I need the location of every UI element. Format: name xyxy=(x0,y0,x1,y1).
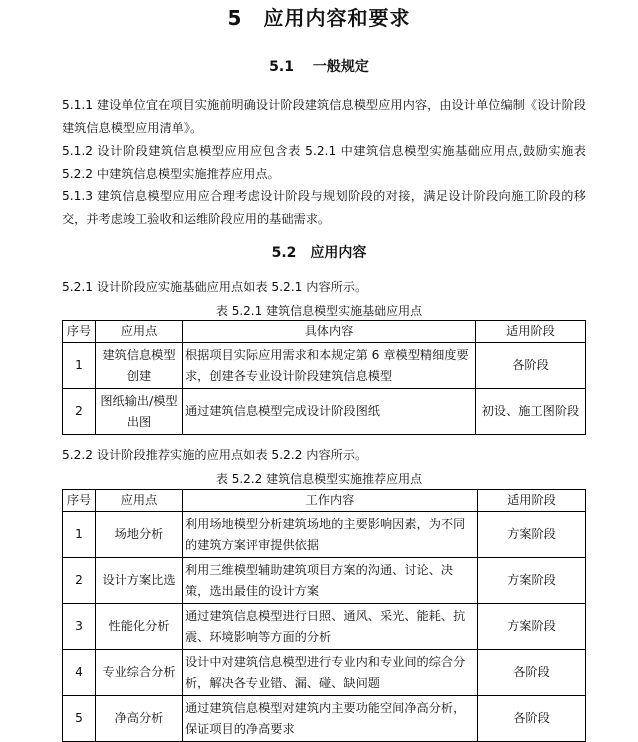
cell-content: 通过建筑信息模型进行日照、通风、采光、能耗、抗震、环境影响等方面的分析 xyxy=(183,604,478,650)
cell-stage: 初设、施工图阶段 xyxy=(476,389,586,435)
column-header: 工作内容 xyxy=(183,490,478,512)
cell-content: 通过建筑信息模型对建筑内主要功能空间净高分析，保证项目的净高要求 xyxy=(183,696,478,742)
table-row xyxy=(63,343,586,389)
table-row xyxy=(63,389,586,435)
cell-application: 图纸输出/模型出图 xyxy=(96,389,183,435)
cell-stage: 各阶段 xyxy=(478,650,586,696)
chapter-title: 5 应用内容和要求 xyxy=(227,6,411,30)
section-title-5-1: 5.1 一般规定 xyxy=(269,59,369,75)
cell-index: 4 xyxy=(63,650,96,696)
paragraph-5-1-1: 5.1.1 建设单位宜在项目实施前明确设计阶段建筑信息模型应用内容，由设计单位编制《设计阶段建筑信息模型应用清单》。 xyxy=(62,98,586,135)
table-row xyxy=(63,558,586,604)
paragraph-5-1-3: 5.1.3 建筑信息模型应用应合理考虑设计阶段与规划阶段的对接，满足设计阶段向施工阶段的移交，并考虑竣工验收和运维阶段应用的基础需求。 xyxy=(62,189,586,226)
column-header: 应用点 xyxy=(96,321,183,343)
paragraph-5-1-2: 5.1.2 设计阶段建筑信息模型应用应包含表 5.2.1 中建筑信息模型实施基础应用点,鼓励实施表 5.2.2 中建筑信息模型实施推荐应用点。 xyxy=(62,144,586,181)
table-5-2-2 xyxy=(62,489,586,742)
column-header: 适用阶段 xyxy=(476,321,586,343)
cell-stage: 方案阶段 xyxy=(478,604,586,650)
column-header: 适用阶段 xyxy=(478,490,586,512)
paragraph-5-2-1: 5.2.1 设计阶段应实施基础应用点如表 5.2.1 内容所示。 xyxy=(62,280,368,294)
section-title-5-2: 5.2 应用内容 xyxy=(271,245,367,261)
table-caption-5-2-1: 表 5.2.1 建筑信息模型实施基础应用点 xyxy=(215,304,423,318)
cell-content: 设计中对建筑信息模型进行专业内和专业间的综合分析，解决各专业错、漏、碰、缺问题 xyxy=(183,650,478,696)
cell-index: 1 xyxy=(63,512,96,558)
column-header: 序号 xyxy=(63,321,96,343)
cell-application: 场地分析 xyxy=(96,512,183,558)
cell-stage: 方案阶段 xyxy=(478,558,586,604)
cell-index: 3 xyxy=(63,604,96,650)
table-row xyxy=(63,650,586,696)
table-caption-5-2-2: 表 5.2.2 建筑信息模型实施推荐应用点 xyxy=(215,472,423,486)
cell-application: 建筑信息模型创建 xyxy=(96,343,183,389)
cell-content: 利用场地模型分析建筑场地的主要影响因素，为不同的建筑方案评审提供依据 xyxy=(183,512,478,558)
cell-stage: 各阶段 xyxy=(478,696,586,742)
column-header: 应用点 xyxy=(96,490,183,512)
cell-application: 净高分析 xyxy=(96,696,183,742)
paragraph-5-2-2: 5.2.2 设计阶段推荐实施的应用点如表 5.2.2 内容所示。 xyxy=(62,448,368,462)
table-row xyxy=(63,512,586,558)
table-row xyxy=(63,604,586,650)
cell-index: 2 xyxy=(63,389,96,435)
cell-content: 利用三维模型辅助建筑项目方案的沟通、讨论、决策，选出最佳的设计方案 xyxy=(183,558,478,604)
column-header: 序号 xyxy=(63,490,96,512)
cell-stage: 各阶段 xyxy=(476,343,586,389)
cell-index: 5 xyxy=(63,696,96,742)
cell-application: 设计方案比选 xyxy=(96,558,183,604)
cell-stage: 方案阶段 xyxy=(478,512,586,558)
table-header-row xyxy=(63,490,586,512)
column-header: 具体内容 xyxy=(183,321,476,343)
cell-content: 通过建筑信息模型完成设计阶段图纸 xyxy=(183,389,476,435)
table-header-row xyxy=(63,321,586,343)
table-5-2-1 xyxy=(62,320,586,435)
cell-index: 2 xyxy=(63,558,96,604)
cell-content: 根据项目实际应用需求和本规定第 6 章模型精细度要求，创建各专业设计阶段建筑信息模型 xyxy=(183,343,476,389)
cell-application: 性能化分析 xyxy=(96,604,183,650)
cell-application: 专业综合分析 xyxy=(96,650,183,696)
cell-index: 1 xyxy=(63,343,96,389)
